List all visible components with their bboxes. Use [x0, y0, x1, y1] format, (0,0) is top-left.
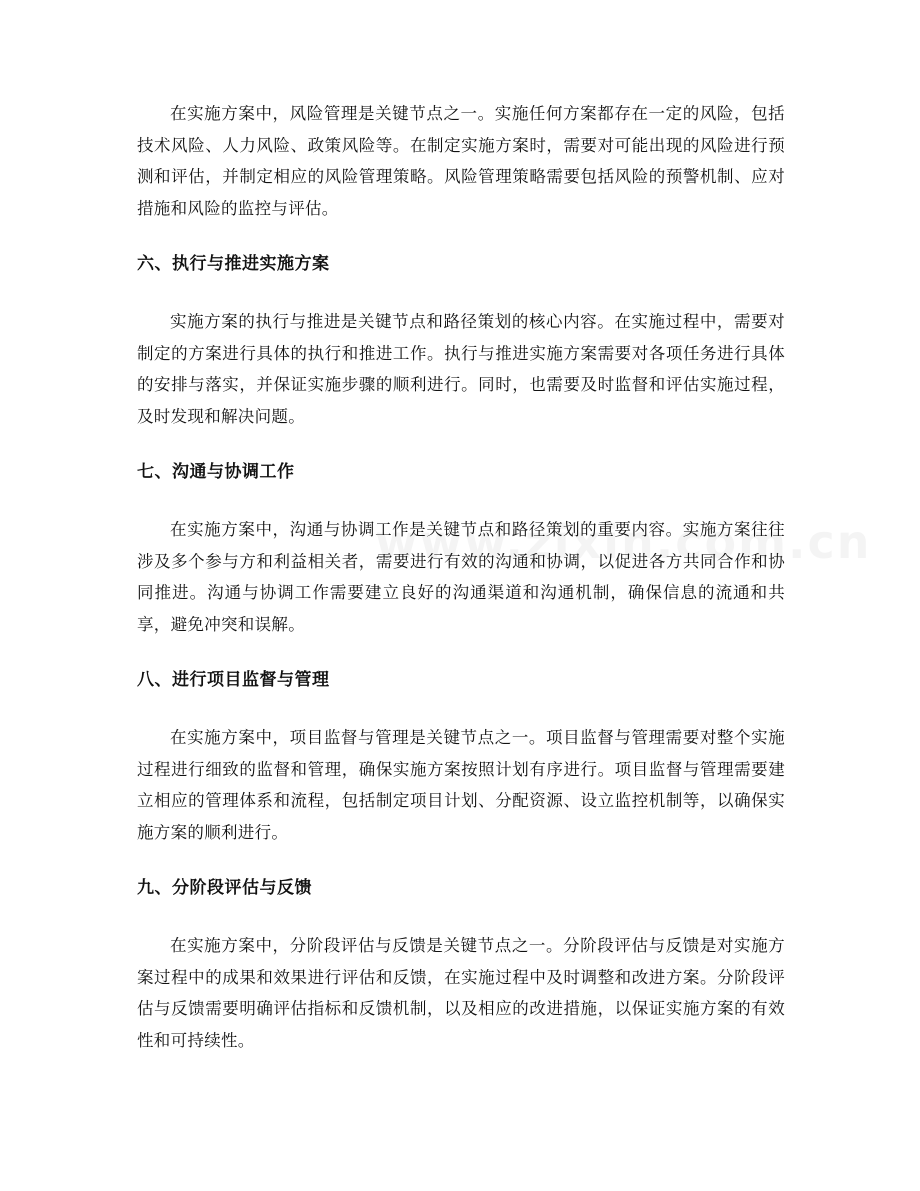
- section-heading-9: 九、分阶段评估与反馈: [137, 878, 312, 898]
- section-heading-6: 六、执行与推进实施方案: [137, 254, 330, 274]
- document-body: [137, 98, 785, 1056]
- section-paragraph-9: 在实施方案中，分阶段评估与反馈是关键节点之一。分阶段评估与反馈是对实施方案过程中的成果和效果进行评估和反馈，在实施过程中及时调整和改进方案。分阶段评估与反馈需要明确评估指标和反馈机制，以及相应的改进措施，以保证实施方案的有效性和可持续性。: [137, 936, 785, 1050]
- section-heading-8: 八、进行项目监督与管理: [137, 670, 330, 690]
- section-paragraph-7: 在实施方案中，沟通与协调工作是关键节点和路径策划的重要内容。实施方案往往涉及多个参与方和利益相关者，需要进行有效的沟通和协调，以促进各方共同合作和协同推进。沟通与协调工作需要建立良好的沟通渠道和沟通机制，确保信息的流通和共享，避免冲突和误解。: [137, 520, 785, 634]
- section-heading-7: 七、沟通与协调工作: [137, 462, 295, 482]
- intro-paragraph: 在实施方案中，风险管理是关键节点之一。实施任何方案都存在一定的风险，包括技术风险、人力风险、政策风险等。在制定实施方案时，需要对可能出现的风险进行预测和评估，并制定相应的风险管理策略。风险管理策略需要包括风险的预警机制、应对措施和风险的监控与评估。: [137, 104, 785, 218]
- section-paragraph-8: 在实施方案中，项目监督与管理是关键节点之一。项目监督与管理需要对整个实施过程进行细致的监督和管理，确保实施方案按照计划有序进行。项目监督与管理需要建立相应的管理体系和流程，包括制定项目计划、分配资源、设立监控机制等，以确保实施方案的顺利进行。: [137, 728, 785, 842]
- section-paragraph-6: 实施方案的执行与推进是关键节点和路径策划的核心内容。在实施过程中，需要对制定的方案进行具体的执行和推进工作。执行与推进实施方案需要对各项任务进行具体的安排与落实，并保证实施步骤的顺利进行。同时，也需要及时监督和评估实施过程，及时发现和解决问题。: [137, 312, 785, 426]
